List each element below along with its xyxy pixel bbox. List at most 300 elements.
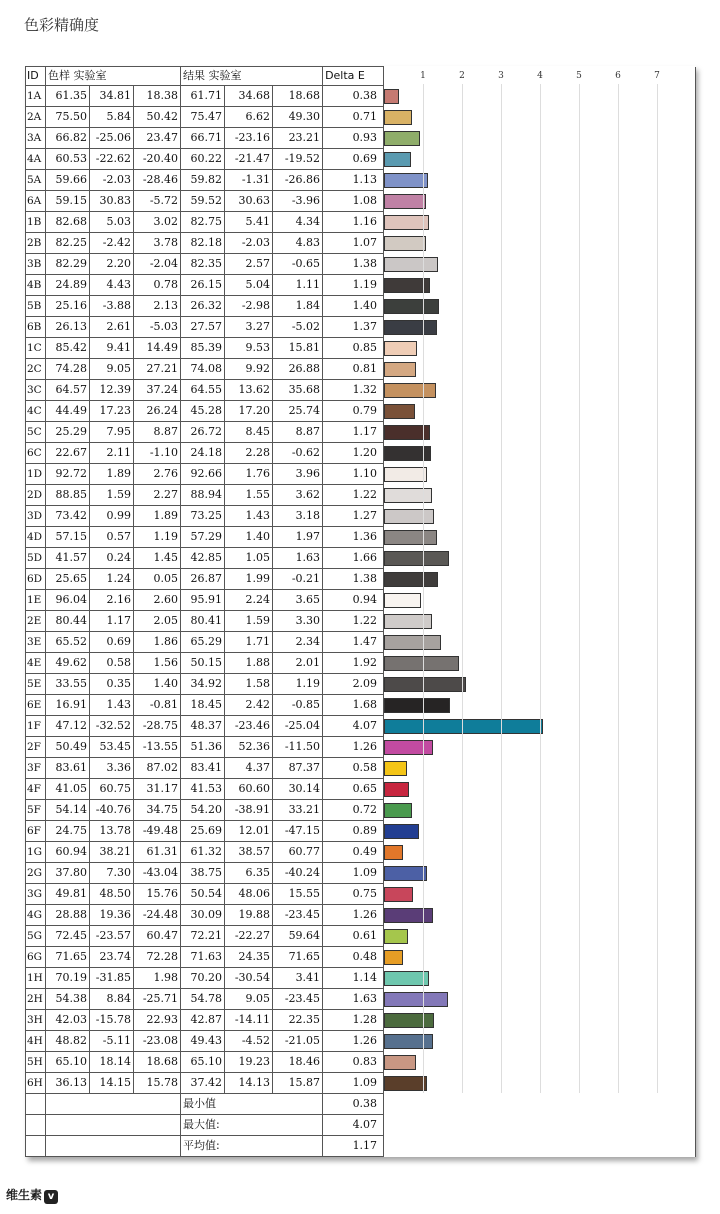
sample-lab-value: 82.68 bbox=[46, 212, 90, 233]
delta-e-value: 4.07 bbox=[323, 716, 384, 737]
delta-e-value: 1.07 bbox=[323, 233, 384, 254]
sample-lab-value: 24.75 bbox=[46, 821, 90, 842]
result-lab-value: 18.46 bbox=[273, 1052, 323, 1073]
delta-e-bar bbox=[384, 719, 543, 734]
result-lab-value: -0.21 bbox=[273, 569, 323, 590]
header-sample-lab: 色样 实验室 bbox=[46, 67, 181, 86]
result-lab-value: 92.66 bbox=[181, 464, 225, 485]
sample-lab-value: 17.23 bbox=[90, 401, 134, 422]
sample-lab-value: 14.15 bbox=[90, 1073, 134, 1094]
sample-lab-value: 42.03 bbox=[46, 1010, 90, 1031]
summary-blank bbox=[26, 1136, 46, 1157]
row-id: 4H bbox=[26, 1031, 46, 1052]
delta-e-bar bbox=[384, 740, 433, 755]
delta-e-value: 2.09 bbox=[323, 674, 384, 695]
result-lab-value: 1.63 bbox=[273, 548, 323, 569]
row-id: 6D bbox=[26, 569, 46, 590]
logo-text: 维生素 bbox=[6, 1188, 43, 1202]
result-lab-value: 27.57 bbox=[181, 317, 225, 338]
row-id: 5G bbox=[26, 926, 46, 947]
delta-e-value: 0.58 bbox=[323, 758, 384, 779]
row-id: 1E bbox=[26, 590, 46, 611]
sample-lab-value: -43.04 bbox=[134, 863, 181, 884]
sample-lab-value: 72.28 bbox=[134, 947, 181, 968]
row-id: 3A bbox=[26, 128, 46, 149]
row-id: 4E bbox=[26, 653, 46, 674]
sample-lab-value: 22.93 bbox=[134, 1010, 181, 1031]
result-lab-value: 54.78 bbox=[181, 989, 225, 1010]
summary-label: 最小值 bbox=[181, 1094, 323, 1115]
delta-e-bar bbox=[384, 89, 399, 104]
sample-lab-value: -28.46 bbox=[134, 170, 181, 191]
sample-lab-value: 59.15 bbox=[46, 191, 90, 212]
delta-e-value: 1.10 bbox=[323, 464, 384, 485]
sample-lab-value: 1.40 bbox=[134, 674, 181, 695]
delta-e-value: 1.20 bbox=[323, 443, 384, 464]
sample-lab-value: 44.49 bbox=[46, 401, 90, 422]
sample-lab-value: 18.68 bbox=[134, 1052, 181, 1073]
result-lab-value: 1.76 bbox=[225, 464, 273, 485]
result-lab-value: 6.62 bbox=[225, 107, 273, 128]
delta-e-value: 1.37 bbox=[323, 317, 384, 338]
sample-lab-value: 34.81 bbox=[90, 86, 134, 107]
delta-e-value: 1.26 bbox=[323, 1031, 384, 1052]
delta-e-value: 0.38 bbox=[323, 86, 384, 107]
result-lab-value: 4.34 bbox=[273, 212, 323, 233]
table-row bbox=[26, 422, 696, 443]
sample-lab-value: 2.60 bbox=[134, 590, 181, 611]
delta-e-bar bbox=[384, 530, 437, 545]
result-lab-value: 75.47 bbox=[181, 107, 225, 128]
sample-lab-value: 88.85 bbox=[46, 485, 90, 506]
sample-lab-value: 83.61 bbox=[46, 758, 90, 779]
result-lab-value: 26.15 bbox=[181, 275, 225, 296]
delta-e-bar bbox=[384, 698, 450, 713]
sample-lab-value: 30.83 bbox=[90, 191, 134, 212]
result-lab-value: 51.36 bbox=[181, 737, 225, 758]
delta-e-bar bbox=[384, 299, 439, 314]
delta-e-value: 0.83 bbox=[323, 1052, 384, 1073]
sample-lab-value: 53.45 bbox=[90, 737, 134, 758]
sample-lab-value: 2.05 bbox=[134, 611, 181, 632]
result-lab-value: -4.52 bbox=[225, 1031, 273, 1052]
result-lab-value: -23.45 bbox=[273, 989, 323, 1010]
row-id: 1B bbox=[26, 212, 46, 233]
sample-lab-value: 64.57 bbox=[46, 380, 90, 401]
table-row bbox=[26, 800, 696, 821]
delta-e-value: 1.26 bbox=[323, 737, 384, 758]
result-lab-value: 1.99 bbox=[225, 569, 273, 590]
x-axis-tick: 1 bbox=[420, 70, 426, 81]
result-lab-value: 52.36 bbox=[225, 737, 273, 758]
sample-lab-value: 28.88 bbox=[46, 905, 90, 926]
table-row bbox=[26, 821, 696, 842]
sample-lab-value: 3.36 bbox=[90, 758, 134, 779]
delta-e-bar bbox=[384, 572, 438, 587]
sample-lab-value: 2.13 bbox=[134, 296, 181, 317]
table-row bbox=[26, 779, 696, 800]
sample-lab-value: 19.36 bbox=[90, 905, 134, 926]
result-lab-value: 30.09 bbox=[181, 905, 225, 926]
table-row bbox=[26, 632, 696, 653]
sample-lab-value: 9.41 bbox=[90, 338, 134, 359]
table-row bbox=[26, 170, 696, 191]
result-lab-value: 60.22 bbox=[181, 149, 225, 170]
result-lab-value: -26.86 bbox=[273, 170, 323, 191]
sample-lab-value: 38.21 bbox=[90, 842, 134, 863]
sample-lab-value: 1.17 bbox=[90, 611, 134, 632]
result-lab-value: 18.68 bbox=[273, 86, 323, 107]
sample-lab-value: 0.05 bbox=[134, 569, 181, 590]
result-lab-value: 2.28 bbox=[225, 443, 273, 464]
delta-e-bar bbox=[384, 845, 403, 860]
row-id: 6F bbox=[26, 821, 46, 842]
row-id: 1F bbox=[26, 716, 46, 737]
sample-lab-value: 23.47 bbox=[134, 128, 181, 149]
sample-lab-value: 9.05 bbox=[90, 359, 134, 380]
sample-lab-value: 65.10 bbox=[46, 1052, 90, 1073]
sample-lab-value: 0.99 bbox=[90, 506, 134, 527]
result-lab-value: 34.92 bbox=[181, 674, 225, 695]
sample-lab-value: 31.17 bbox=[134, 779, 181, 800]
result-lab-value: 2.42 bbox=[225, 695, 273, 716]
sample-lab-value: 60.75 bbox=[90, 779, 134, 800]
sample-lab-value: 5.84 bbox=[90, 107, 134, 128]
result-lab-value: 33.21 bbox=[273, 800, 323, 821]
result-lab-value: 8.45 bbox=[225, 422, 273, 443]
sample-lab-value: 1.24 bbox=[90, 569, 134, 590]
sample-lab-value: -2.42 bbox=[90, 233, 134, 254]
delta-e-bar bbox=[384, 803, 412, 818]
delta-e-bar bbox=[384, 656, 459, 671]
table-header-row bbox=[26, 67, 696, 86]
result-lab-value: 61.71 bbox=[181, 86, 225, 107]
result-lab-value: -0.85 bbox=[273, 695, 323, 716]
delta-e-bar bbox=[384, 341, 417, 356]
x-gridline bbox=[618, 84, 619, 1093]
result-lab-value: -23.16 bbox=[225, 128, 273, 149]
sample-lab-value: 7.95 bbox=[90, 422, 134, 443]
logo-mark-icon: v bbox=[44, 1190, 58, 1204]
row-id: 5H bbox=[26, 1052, 46, 1073]
result-lab-value: 9.53 bbox=[225, 338, 273, 359]
sample-lab-value: 1.56 bbox=[134, 653, 181, 674]
delta-e-bar bbox=[384, 152, 411, 167]
table-row bbox=[26, 548, 696, 569]
sample-lab-value: -32.52 bbox=[90, 716, 134, 737]
sample-lab-value: 75.50 bbox=[46, 107, 90, 128]
sample-lab-value: -3.88 bbox=[90, 296, 134, 317]
sample-lab-value: 2.11 bbox=[90, 443, 134, 464]
table-row bbox=[26, 380, 696, 401]
result-lab-value: -2.03 bbox=[225, 233, 273, 254]
sample-lab-value: 0.35 bbox=[90, 674, 134, 695]
summary-bar-cell bbox=[384, 1094, 696, 1115]
result-lab-value: 25.74 bbox=[273, 401, 323, 422]
page-title: 色彩精确度 bbox=[24, 16, 100, 34]
sample-lab-value: 82.29 bbox=[46, 254, 90, 275]
table-row bbox=[26, 527, 696, 548]
result-lab-value: 48.37 bbox=[181, 716, 225, 737]
row-id: 5E bbox=[26, 674, 46, 695]
delta-e-bar bbox=[384, 971, 428, 986]
delta-e-value: 1.63 bbox=[323, 989, 384, 1010]
sample-lab-value: 37.80 bbox=[46, 863, 90, 884]
result-lab-value: 82.75 bbox=[181, 212, 225, 233]
sample-lab-value: 60.47 bbox=[134, 926, 181, 947]
result-lab-value: -0.62 bbox=[273, 443, 323, 464]
result-lab-value: 45.28 bbox=[181, 401, 225, 422]
sample-lab-value: 65.52 bbox=[46, 632, 90, 653]
result-lab-value: 1.88 bbox=[225, 653, 273, 674]
sample-lab-value: 50.49 bbox=[46, 737, 90, 758]
sample-lab-value: 72.45 bbox=[46, 926, 90, 947]
sample-lab-value: 23.74 bbox=[90, 947, 134, 968]
result-lab-value: 3.30 bbox=[273, 611, 323, 632]
row-id: 6B bbox=[26, 317, 46, 338]
sample-lab-value: 5.03 bbox=[90, 212, 134, 233]
result-lab-value: 41.53 bbox=[181, 779, 225, 800]
result-lab-value: 65.10 bbox=[181, 1052, 225, 1073]
sample-lab-value: 26.24 bbox=[134, 401, 181, 422]
sample-lab-value: 85.42 bbox=[46, 338, 90, 359]
sample-lab-value: 22.67 bbox=[46, 443, 90, 464]
delta-e-bar bbox=[384, 509, 434, 524]
delta-e-bar bbox=[384, 110, 412, 125]
x-gridline bbox=[501, 84, 502, 1093]
color-accuracy-table bbox=[25, 66, 695, 1157]
sample-lab-value: -2.03 bbox=[90, 170, 134, 191]
delta-e-bar bbox=[384, 950, 403, 965]
sample-lab-value: 87.02 bbox=[134, 758, 181, 779]
table-row bbox=[26, 758, 696, 779]
sample-lab-value: -40.76 bbox=[90, 800, 134, 821]
result-lab-value: 87.37 bbox=[273, 758, 323, 779]
row-id: 6H bbox=[26, 1073, 46, 1094]
table-row bbox=[26, 317, 696, 338]
x-axis-tick: 7 bbox=[654, 70, 660, 81]
summary-value: 4.07 bbox=[323, 1115, 384, 1136]
result-lab-value: -1.31 bbox=[225, 170, 273, 191]
result-lab-value: -21.47 bbox=[225, 149, 273, 170]
sample-lab-value: 2.76 bbox=[134, 464, 181, 485]
sample-lab-value: 49.62 bbox=[46, 653, 90, 674]
summary-bar-cell bbox=[384, 1115, 696, 1136]
result-lab-value: 2.01 bbox=[273, 653, 323, 674]
delta-e-value: 0.49 bbox=[323, 842, 384, 863]
table-row bbox=[26, 443, 696, 464]
sample-lab-value: 3.78 bbox=[134, 233, 181, 254]
sample-lab-value: 41.05 bbox=[46, 779, 90, 800]
summary-row bbox=[26, 1115, 696, 1136]
result-lab-value: 3.62 bbox=[273, 485, 323, 506]
result-lab-value: 1.55 bbox=[225, 485, 273, 506]
result-lab-value: 19.23 bbox=[225, 1052, 273, 1073]
result-lab-value: 4.37 bbox=[225, 758, 273, 779]
result-lab-value: 38.75 bbox=[181, 863, 225, 884]
result-lab-value: -23.46 bbox=[225, 716, 273, 737]
header-id: ID bbox=[26, 67, 46, 86]
site-logo bbox=[6, 1186, 58, 1204]
table-row bbox=[26, 401, 696, 422]
result-lab-value: 22.35 bbox=[273, 1010, 323, 1031]
sample-lab-value: 1.19 bbox=[134, 527, 181, 548]
result-lab-value: -11.50 bbox=[273, 737, 323, 758]
summary-blank bbox=[26, 1115, 46, 1136]
sample-lab-value: 33.55 bbox=[46, 674, 90, 695]
table-row bbox=[26, 674, 696, 695]
sample-lab-value: 36.13 bbox=[46, 1073, 90, 1094]
row-id: 1G bbox=[26, 842, 46, 863]
row-id: 2G bbox=[26, 863, 46, 884]
sample-lab-value: 8.84 bbox=[90, 989, 134, 1010]
table-row bbox=[26, 926, 696, 947]
delta-e-value: 1.17 bbox=[323, 422, 384, 443]
row-id: 3G bbox=[26, 884, 46, 905]
sample-lab-value: 13.78 bbox=[90, 821, 134, 842]
sample-lab-value: 61.31 bbox=[134, 842, 181, 863]
result-lab-value: 57.29 bbox=[181, 527, 225, 548]
x-axis-tick: 6 bbox=[615, 70, 621, 81]
delta-e-value: 0.65 bbox=[323, 779, 384, 800]
sample-lab-value: 70.19 bbox=[46, 968, 90, 989]
summary-row bbox=[26, 1136, 696, 1157]
result-lab-value: 74.08 bbox=[181, 359, 225, 380]
sample-lab-value: 1.89 bbox=[90, 464, 134, 485]
x-axis-tick: 2 bbox=[459, 70, 465, 81]
row-id: 3D bbox=[26, 506, 46, 527]
delta-e-bar bbox=[384, 887, 413, 902]
result-lab-value: 38.57 bbox=[225, 842, 273, 863]
summary-label: 最大值: bbox=[181, 1115, 323, 1136]
result-lab-value: 13.62 bbox=[225, 380, 273, 401]
result-lab-value: 14.13 bbox=[225, 1073, 273, 1094]
table-row bbox=[26, 569, 696, 590]
sample-lab-value: 54.38 bbox=[46, 989, 90, 1010]
sample-lab-value: 15.78 bbox=[134, 1073, 181, 1094]
result-lab-value: 1.58 bbox=[225, 674, 273, 695]
delta-e-value: 1.40 bbox=[323, 296, 384, 317]
sample-lab-value: 4.43 bbox=[90, 275, 134, 296]
result-lab-value: 2.24 bbox=[225, 590, 273, 611]
result-lab-value: 85.39 bbox=[181, 338, 225, 359]
result-lab-value: 24.35 bbox=[225, 947, 273, 968]
sample-lab-value: 1.45 bbox=[134, 548, 181, 569]
table-row bbox=[26, 275, 696, 296]
result-lab-value: -21.05 bbox=[273, 1031, 323, 1052]
sample-lab-value: 8.87 bbox=[134, 422, 181, 443]
sample-lab-value: -23.57 bbox=[90, 926, 134, 947]
result-lab-value: 17.20 bbox=[225, 401, 273, 422]
delta-e-value: 1.92 bbox=[323, 653, 384, 674]
sample-lab-value: 24.89 bbox=[46, 275, 90, 296]
row-id: 2E bbox=[26, 611, 46, 632]
result-lab-value: 4.83 bbox=[273, 233, 323, 254]
result-lab-value: 1.11 bbox=[273, 275, 323, 296]
result-lab-value: 3.96 bbox=[273, 464, 323, 485]
result-lab-value: -2.98 bbox=[225, 296, 273, 317]
row-id: 3E bbox=[26, 632, 46, 653]
row-id: 4F bbox=[26, 779, 46, 800]
sample-lab-value: 59.66 bbox=[46, 170, 90, 191]
row-id: 2F bbox=[26, 737, 46, 758]
sample-lab-value: 92.72 bbox=[46, 464, 90, 485]
sample-lab-value: 61.35 bbox=[46, 86, 90, 107]
result-lab-value: 49.30 bbox=[273, 107, 323, 128]
delta-e-bar bbox=[384, 1013, 434, 1028]
table-row bbox=[26, 464, 696, 485]
sample-lab-value: 48.82 bbox=[46, 1031, 90, 1052]
sample-lab-value: 2.16 bbox=[90, 590, 134, 611]
sample-lab-value: 80.44 bbox=[46, 611, 90, 632]
table-row bbox=[26, 485, 696, 506]
result-lab-value: 59.64 bbox=[273, 926, 323, 947]
delta-e-value: 0.85 bbox=[323, 338, 384, 359]
delta-e-bar bbox=[384, 761, 407, 776]
header-result-lab: 结果 实验室 bbox=[181, 67, 323, 86]
sample-lab-value: 0.57 bbox=[90, 527, 134, 548]
sample-lab-value: 0.69 bbox=[90, 632, 134, 653]
sample-lab-value: -23.08 bbox=[134, 1031, 181, 1052]
delta-e-bar bbox=[384, 257, 438, 272]
result-lab-value: 80.41 bbox=[181, 611, 225, 632]
x-gridline bbox=[657, 84, 658, 1093]
result-lab-value: 9.05 bbox=[225, 989, 273, 1010]
sample-lab-value: 1.43 bbox=[90, 695, 134, 716]
sample-lab-value: 66.82 bbox=[46, 128, 90, 149]
result-lab-value: 48.06 bbox=[225, 884, 273, 905]
result-lab-value: 26.88 bbox=[273, 359, 323, 380]
delta-e-value: 0.71 bbox=[323, 107, 384, 128]
result-lab-value: 65.29 bbox=[181, 632, 225, 653]
row-id: 1C bbox=[26, 338, 46, 359]
sample-lab-value: 73.42 bbox=[46, 506, 90, 527]
result-lab-value: 1.71 bbox=[225, 632, 273, 653]
row-id: 1A bbox=[26, 86, 46, 107]
result-lab-value: 83.41 bbox=[181, 758, 225, 779]
delta-e-bar bbox=[384, 929, 408, 944]
row-id: 3C bbox=[26, 380, 46, 401]
table-row bbox=[26, 359, 696, 380]
summary-value: 0.38 bbox=[323, 1094, 384, 1115]
sample-lab-value: -0.81 bbox=[134, 695, 181, 716]
sample-lab-value: 25.16 bbox=[46, 296, 90, 317]
table-row bbox=[26, 149, 696, 170]
result-lab-value: 1.97 bbox=[273, 527, 323, 548]
result-lab-value: 73.25 bbox=[181, 506, 225, 527]
result-lab-value: 6.35 bbox=[225, 863, 273, 884]
result-lab-value: -22.27 bbox=[225, 926, 273, 947]
row-id: 2D bbox=[26, 485, 46, 506]
sample-lab-value: 34.75 bbox=[134, 800, 181, 821]
sample-lab-value: 60.53 bbox=[46, 149, 90, 170]
sample-lab-value: 41.57 bbox=[46, 548, 90, 569]
sample-lab-value: 25.29 bbox=[46, 422, 90, 443]
table-row bbox=[26, 212, 696, 233]
delta-e-bar bbox=[384, 824, 419, 839]
table-row bbox=[26, 506, 696, 527]
sample-lab-value: -5.11 bbox=[90, 1031, 134, 1052]
delta-e-value: 1.28 bbox=[323, 1010, 384, 1031]
sample-lab-value: 57.15 bbox=[46, 527, 90, 548]
result-lab-value: 60.60 bbox=[225, 779, 273, 800]
row-id: 5D bbox=[26, 548, 46, 569]
sample-lab-value: 14.49 bbox=[134, 338, 181, 359]
sample-lab-value: -20.40 bbox=[134, 149, 181, 170]
result-lab-value: 71.65 bbox=[273, 947, 323, 968]
result-lab-value: -3.96 bbox=[273, 191, 323, 212]
sample-lab-value: 18.14 bbox=[90, 1052, 134, 1073]
